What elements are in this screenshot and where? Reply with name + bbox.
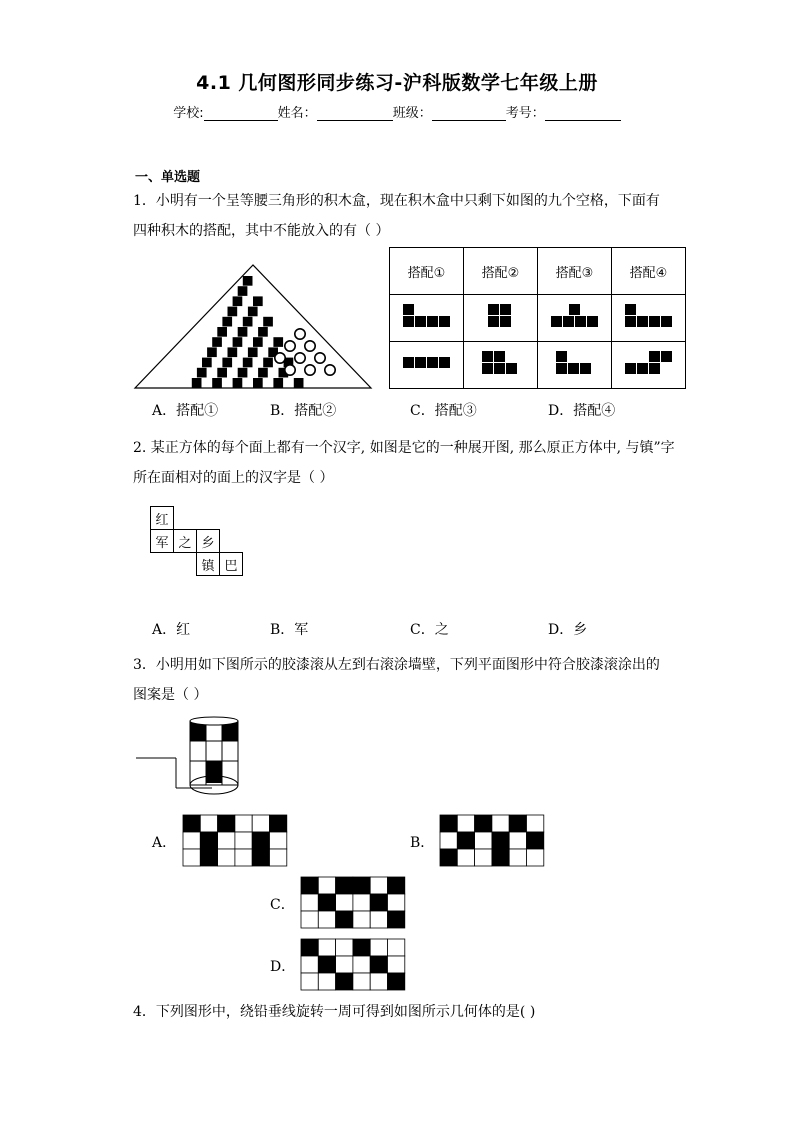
empty-slot (305, 341, 315, 351)
checker-cell (228, 307, 238, 317)
pattern-cell (388, 939, 405, 956)
combo-2-piece-b (464, 342, 538, 389)
pattern-cell (336, 956, 353, 973)
number-blank[interactable] (545, 106, 621, 121)
pattern-cell (270, 832, 287, 849)
combo-1-piece-b (390, 342, 464, 389)
empty-slot (295, 353, 305, 363)
pattern-cell (336, 939, 353, 956)
pattern-cell (492, 832, 509, 849)
pattern-cell (336, 894, 353, 911)
q3-pattern-b (439, 814, 545, 868)
student-info-line (0, 102, 794, 121)
pattern-cell (218, 832, 235, 849)
q3-pattern-a (182, 814, 288, 868)
checker-cell (238, 368, 248, 378)
pattern-cell (388, 894, 405, 911)
school-label: 学校: (173, 106, 204, 121)
checker-cell (233, 296, 243, 306)
q1-option-b[interactable]: B．搭配② (270, 403, 337, 419)
pattern-cell (318, 877, 335, 894)
class-blank[interactable] (432, 106, 506, 121)
pattern-cell (270, 849, 287, 866)
pattern-cell (440, 832, 457, 849)
checker-cell (243, 276, 253, 286)
net-face-1: 红 (151, 507, 174, 530)
pattern-cell (388, 956, 405, 973)
pattern-cell (301, 939, 318, 956)
name-label: 姓名： (277, 106, 317, 121)
pattern-cell (492, 815, 509, 832)
pattern-cell (200, 815, 217, 832)
checker-cell (217, 327, 227, 337)
checker-cell (258, 368, 268, 378)
q1-option-d[interactable]: D．搭配④ (548, 403, 616, 419)
pattern-cell (509, 849, 526, 866)
combo-4-piece-b (612, 342, 686, 389)
number-label: 考号： (505, 106, 545, 121)
empty-slot (305, 365, 315, 375)
net-face-6: 巴 (220, 553, 243, 576)
empty-slot (315, 353, 325, 363)
pattern-cell (475, 815, 492, 832)
pattern-cell (388, 877, 405, 894)
pattern-cell (218, 849, 235, 866)
q3-pattern-c (300, 876, 406, 930)
checker-cell (263, 358, 273, 368)
pattern-cell (235, 815, 252, 832)
pattern-cell (388, 973, 405, 990)
pattern-cell (252, 849, 269, 866)
pattern-cell (301, 911, 318, 928)
pattern-cell (440, 849, 457, 866)
checker-cell (207, 347, 217, 357)
pattern-cell (318, 911, 335, 928)
pattern-cell (457, 832, 474, 849)
pattern-cell (370, 956, 387, 973)
pattern-cell (353, 939, 370, 956)
combo-3-piece-b (538, 342, 612, 389)
combo-header-1: 搭配① (390, 248, 464, 295)
net-face-5: 镇 (197, 553, 220, 576)
pattern-cell (370, 877, 387, 894)
empty-slot (285, 341, 295, 351)
pattern-cell (353, 911, 370, 928)
combo-4-piece-a (612, 295, 686, 342)
pattern-cell (301, 973, 318, 990)
checker-cell (238, 327, 248, 337)
checker-cell (222, 317, 232, 327)
triangle-block-box (133, 262, 375, 392)
pattern-cell (301, 956, 318, 973)
question-3-text: 3．小明用如下图所示的胶漆滚从左到右滚涂墙壁，下列平面图形中符合胶漆滚涂出的图案是（ ） (133, 657, 660, 703)
checker-cell (273, 378, 283, 388)
pattern-cell (457, 815, 474, 832)
pattern-cell (527, 832, 544, 849)
pattern-cell (353, 877, 370, 894)
q3-option-a[interactable]: A． (152, 835, 177, 851)
pattern-cell (301, 894, 318, 911)
checker-cell (294, 378, 304, 388)
q3-pattern-d (300, 938, 406, 992)
question-1-text: 1．小明有一个呈等腰三角形的积木盒，现在积木盒中只剩下如图的九个空格，下面有四种积木的搭配，其中不能放入的有（ ） (133, 193, 660, 239)
question-4-text: 4．下列图形中，绕铅垂线旋转一周可得到如图所示几何体的是( ) (133, 1004, 536, 1020)
checker-cell (212, 378, 222, 388)
pattern-cell (235, 832, 252, 849)
name-blank[interactable] (317, 106, 393, 121)
q1-option-a[interactable]: A．搭配① (152, 403, 219, 419)
page-title: 4.1 几何图形同步练习-沪科版数学七年级上册 (196, 72, 598, 94)
pattern-cell (252, 815, 269, 832)
pattern-cell (318, 894, 335, 911)
checker-cell (238, 286, 248, 296)
q2-option-a[interactable]: A．红 (152, 622, 191, 638)
pattern-cell (200, 849, 217, 866)
checker-cell (233, 337, 243, 347)
checker-cell (273, 337, 283, 347)
q1-option-c[interactable]: C．搭配③ (410, 403, 477, 419)
net-face-3: 之 (174, 530, 197, 553)
pattern-cell (492, 849, 509, 866)
checker-cell (248, 347, 258, 357)
pattern-cell (252, 832, 269, 849)
q3-option-b[interactable]: B． (410, 835, 435, 851)
pattern-cell (509, 832, 526, 849)
checker-cell (253, 337, 263, 347)
q2-option-b[interactable]: B．军 (270, 622, 309, 638)
pattern-cell (370, 911, 387, 928)
paint-roller-figure (136, 716, 246, 800)
combo-1-piece-a (390, 295, 464, 342)
pattern-cell (370, 973, 387, 990)
pattern-cell (440, 815, 457, 832)
question-2-text: 2. 某正方体的每个面上都有一个汉字, 如图是它的一种展开图, 那么原正方体中, 与镇”字所在面相对的面上的汉字是（ ） (133, 440, 675, 486)
checker-cell (197, 368, 207, 378)
checker-cell (253, 378, 263, 388)
combination-table (389, 247, 686, 389)
combo-header-3: 搭配③ (538, 248, 612, 295)
pattern-cell (370, 894, 387, 911)
combo-3-piece-a (538, 295, 612, 342)
pattern-cell (218, 815, 235, 832)
pattern-cell (353, 956, 370, 973)
section-heading: 一、单选题 (135, 170, 201, 185)
empty-slot (285, 365, 295, 375)
q2-option-d[interactable]: D．乡 (548, 622, 588, 638)
checker-cell (228, 347, 238, 357)
pattern-cell (353, 973, 370, 990)
pattern-cell (318, 973, 335, 990)
net-face-2: 军 (151, 530, 174, 553)
pattern-cell (527, 849, 544, 866)
checker-cell (217, 368, 227, 378)
pattern-cell (475, 832, 492, 849)
pattern-cell (475, 849, 492, 866)
pattern-cell (183, 832, 200, 849)
pattern-cell (336, 877, 353, 894)
q2-option-c[interactable]: C．之 (410, 622, 449, 638)
checker-cell (243, 317, 253, 327)
checker-cell (222, 358, 232, 368)
checker-cell (233, 378, 243, 388)
empty-slot (275, 353, 285, 363)
pattern-cell (235, 849, 252, 866)
pattern-cell (336, 973, 353, 990)
pattern-cell (370, 939, 387, 956)
class-label: 班级： (392, 106, 432, 121)
checker-cell (263, 317, 273, 327)
cube-net (150, 506, 243, 576)
pattern-cell (457, 849, 474, 866)
checker-cell (192, 378, 202, 388)
school-blank[interactable] (204, 106, 278, 121)
pattern-cell (353, 894, 370, 911)
combo-header-4: 搭配④ (612, 248, 686, 295)
checker-cell (248, 307, 258, 317)
q3-option-d[interactable]: D． (270, 959, 296, 975)
q3-option-c[interactable]: C． (270, 897, 295, 913)
pattern-cell (318, 956, 335, 973)
combo-header-2: 搭配② (464, 248, 538, 295)
pattern-cell (318, 939, 335, 956)
pattern-cell (200, 832, 217, 849)
checker-cell (212, 337, 222, 347)
combo-2-piece-a (464, 295, 538, 342)
pattern-cell (183, 849, 200, 866)
pattern-cell (388, 911, 405, 928)
pattern-cell (509, 815, 526, 832)
pattern-cell (527, 815, 544, 832)
pattern-cell (301, 877, 318, 894)
pattern-cell (336, 911, 353, 928)
pattern-cell (270, 815, 287, 832)
pattern-cell (183, 815, 200, 832)
checker-cell (243, 358, 253, 368)
checker-cell (202, 358, 212, 368)
checker-cell (258, 327, 268, 337)
checker-cell (253, 296, 263, 306)
empty-slot (295, 329, 305, 339)
empty-slot (325, 365, 335, 375)
net-face-4: 乡 (197, 530, 220, 553)
